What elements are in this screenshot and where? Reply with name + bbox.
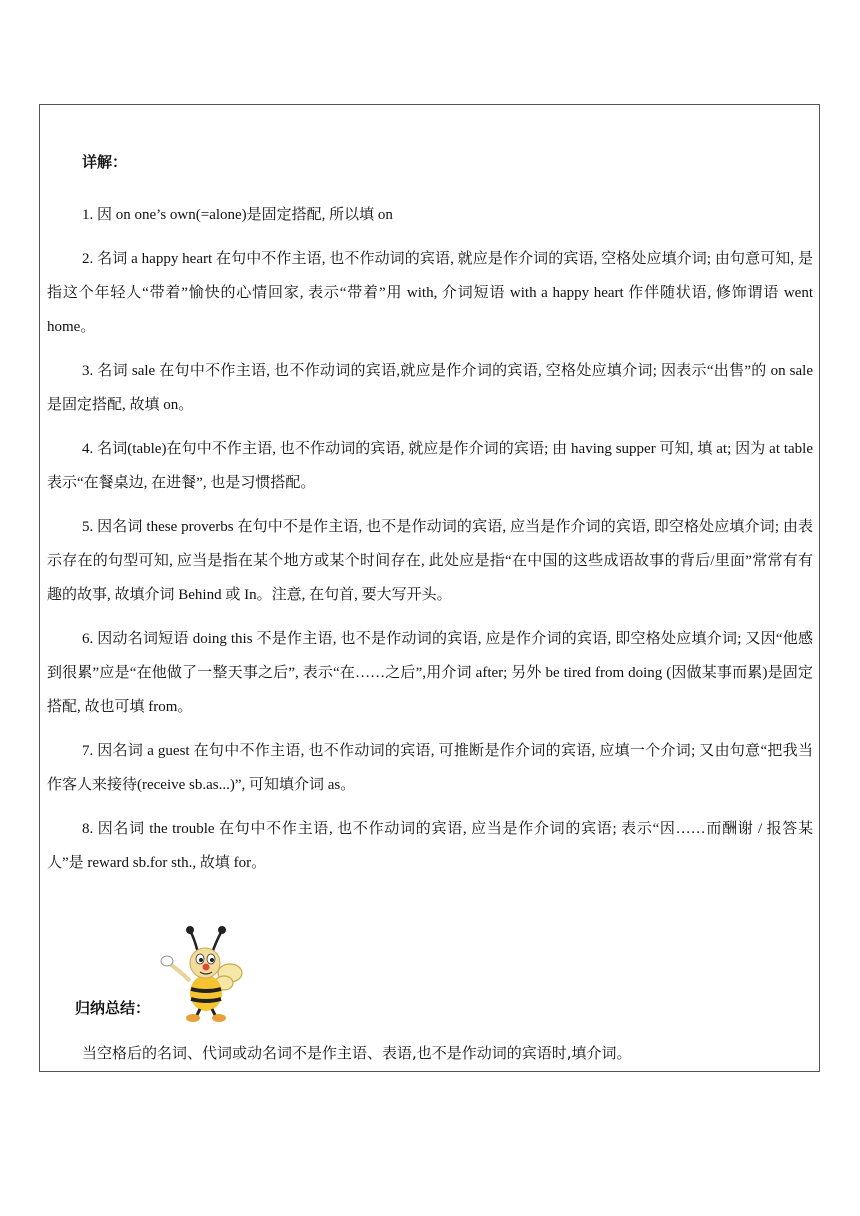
- summary-label: 归纳总结：: [75, 999, 151, 1017]
- summary-text: 当空格后的名词、代词或动名词不是作主语、表语,也不是作动词的宾语时,填介词。: [82, 1044, 632, 1062]
- explanation-item-2: 2. 名词 a happy heart 在句中不作主语, 也不作动词的宾语, 就应是作介词的宾语, 空格处应填介词; 由句意可知, 是指这个年轻人“带着”愉快的心情回家, 表示“带着”用 with, 介词短语 with a happy heart 作伴随状语, 修饰谓语 went home。: [47, 251, 813, 335]
- explanation-heading: 详解：: [82, 153, 128, 171]
- bee-mascot-icon: [160, 923, 244, 1023]
- explanation-item-6: 6. 因动名词短语 doing this 不是作主语, 也不是作动词的宾语, 应是作介词的宾语, 即空格处应填介词; 又因“他感到很累”应是“在他做了一整天事之后”, 表示“在……之后”,用介词 after; 另外 be tired from doing (因做某事而累)是固定搭配, 故也可填 from。: [47, 631, 813, 715]
- explanation-item-5: 5. 因名词 these proverbs 在句中不是作主语, 也不是作动词的宾语, 应当是作介词的宾语, 即空格处应填介词; 由表示存在的句型可知, 应当是指在某个地方或某个时间存在, 此处应是指“在中国的这些成语故事的背后/里面”常常有有趣的故事, 故填介词 Behind 或 In。注意, 在句首, 要大写开头。: [47, 519, 813, 603]
- explanation-item-1: 1. 因 on one’s own(=alone)是固定搭配, 所以填 on: [82, 207, 393, 223]
- explanation-item-7: 7. 因名词 a guest 在句中不作主语, 也不作动词的宾语, 可推断是作介词的宾语, 应填一个介词; 又由句意“把我当作客人来接待(receive sb.as...)”, 可知填介词 as。: [47, 743, 813, 793]
- explanation-item-3: 3. 名词 sale 在句中不作主语, 也不作动词的宾语,就应是作介词的宾语, 空格处应填介词; 因表示“出售”的 on sale 是固定搭配, 故填 on。: [47, 363, 813, 413]
- explanation-box: [39, 104, 820, 1072]
- explanation-item-8: 8. 因名词 the trouble 在句中不作主语, 也不作动词的宾语, 应当是作介词的宾语; 表示“因……而酬谢 / 报答某人”是 reward sb.for sth., 故填 for。: [47, 821, 813, 871]
- explanation-list: [40, 198, 819, 890]
- explanation-item-4: 4. 名词(table)在句中不作主语, 也不作动词的宾语, 就应是作介词的宾语; 由 having supper 可知, 填 at; 因为 at table 表示“在餐桌边, 在进餐”, 也是习惯搭配。: [47, 441, 813, 491]
